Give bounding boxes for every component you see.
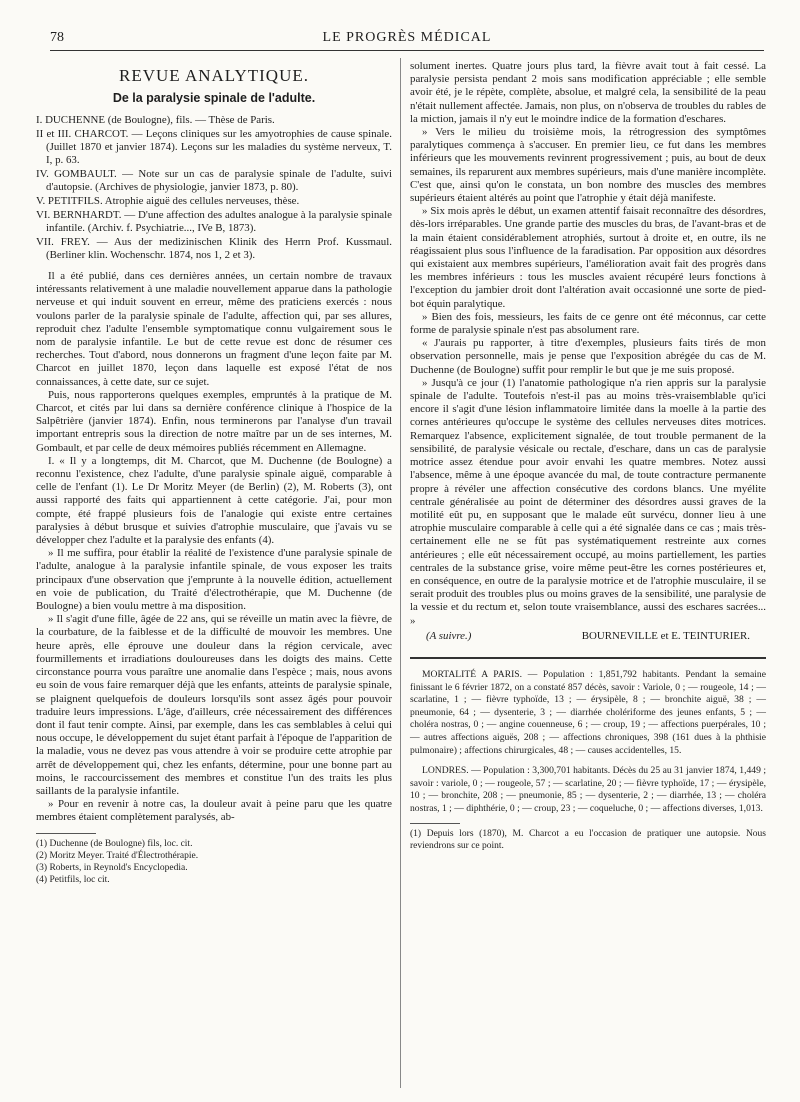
footnote: (4) Petitfils, loc cit.	[36, 874, 110, 885]
paragraph: » Il s'agit d'une fille, âgée de 22 ans, qui se réveille un matin avec la fièvre, de la courbature, de la faiblesse et de la difficulté de mouvoir les membres. Une heure après, elle éprouve une douleur dans la région cervicale, avec fourmillements et irradiations douloureuses dans les doigts des mains. Cette circonstance pourra vous paraître une anomalie dans l'espèce ; mais, nous avons eu soin de vous faire remarquer déjà que les enfants, atteints de paralysie spinale, se plaignent quelquefois de douleurs lorsqu'ils sont assez âgés pour pouvoir traduire leurs impressions. L'âge, d'ailleurs, crée nécessairement des différences dont il faut tenir compte. Ainsi, par exemple, dans les cas semblables à celui qui nous occupe, le développement du sujet étant parfait à l'époque de l'apparition de la maladie, vous ne devez pas vous attendre à voir se produire cette atrophie par arrêt de développement qui, chez les enfants, détermine, pour une bonne part au moins, le raccourcissement des membres et constitue l'un des traits les plus saillants de la paralysie infantile.	[36, 613, 392, 797]
paragraph: Il a été publié, dans ces dernières années, un certain nombre de travaux intéressants relativement à une maladie nouvellement apparue dans la pathologie nerveuse et qui induit souvent en erreur, même des praticiens exercés : nous voulons parler de la paralysie spinale de l'adulte, affection qui, par ses allures, reproduit chez l'adulte l'ensemble symptomatique connu vulgairement sous le nom de paralysie infantile. Le but de cette revue est donc de résumer ces recherches. Tout d'abord, nous donnerons un fragment d'une leçon faite par M. Charcot en juillet 1870, leçon dans laquelle est exposé l'état de nos connaissances, à cette date, sur ce sujet.	[36, 270, 392, 388]
footnotes-left	[36, 838, 392, 886]
article-title: De la paralysie spinale de l'adulte.	[112, 91, 316, 105]
journal-title: LE PROGRÈS MÉDICAL	[322, 30, 492, 45]
reference-item: II et III. CHARCOT. — Leçons cliniques sur les amyotrophies de cause spinale. (Juillet 1870 et janvier 1874). Leçons sur les maladies du système nerveux, T. I, p. 63.	[36, 128, 392, 166]
reference-item: VI. BERNHARDT. — D'une affection des adultes analogue à la paralysie spinale infantile. (Archiv. f. Psychiatrie..., IVe B, 1873).	[36, 209, 392, 234]
paragraph: » Jusqu'à ce jour (1) l'anatomie pathologique n'a rien appris sur la paralysie spinale de l'adulte. Toutefois n'est-il pas au moins très-vraisemblable qu'ici encore il s'agit d'une lésion inflammatoire limitée dans la moelle à la partie des cornes antérieures qu'occupe le système des cellules nerveuses dites motrices. Remarquez l'absence, explicitement signalée, de tout trouble permanent de la sensibilité, de paralysie vésicale ou rectale, d'eschare, dans un cas de paralysie motrice assez étendue pour avoir envahi les quatre membres. Notez aussi l'absence, même à une époque avancée du mal, de toute contracture permanente propre à révéler une affection consécutive des cordons blancs. Une myélite centrale généralisée au point de déterminer des désordres aussi graves de la motilité eût pu, en supposant que le malade eût survécu, donner lieu à une atrophie musculaire comparable à celle qui a été signalée dans ce cas ; mais très-certainement elle ne se fût pas systématiquement restreinte aux cornes antérieures ; elle eût nécessairement occupé, au moins partiellement, les parties centrales de la substance grise, voire même peut-être les cornes postérieures et, en conséquence, en outre de la paralysie motrice et de l'atrophie musculaire, il se serait produit des troubles plus ou moins graves de la sensibilité, une paralysie de la vessie et du rectum et, selon toute vraisemblance, aussi des eschares sacrées... »	[410, 376, 766, 627]
paragraph: » Il me suffira, pour établir la réalité de l'existence d'une paralysie spinale de l'adulte, analogue à la paralysie infantile spinale, de vous exposer les traits principaux d'une observation que j'emprunte à la nouvelle édition, actuellement en voie de publication, du Traité d'électrothérapie, que M. Duchenne (de Boulogne) a bien voulu mettre à ma disposition.	[36, 547, 392, 613]
section-title: REVUE ANALYTIQUE.	[119, 66, 309, 85]
to-be-continued-note: (A suivre.)	[426, 629, 472, 642]
paragraph: solument inertes. Quatre jours plus tard, la fièvre avait tout à fait cessé. La paralysie persista pendant 2 mois sans modification appréciable ; elle semble avoir été, je le répète, complète, absolue, et malgré cela, la sensibilité de la peau n'était nullement affectée. Jamais, non plus, on n'observa de troubles du rables de la miction, jamais il n'y eut le moindre indice de la formation d'eschares.	[410, 60, 766, 125]
mortality-section	[410, 669, 766, 816]
running-head	[50, 30, 764, 50]
mortality-london: LONDRES. — Population : 3,300,701 habitants. Décès du 25 au 31 janvier 1874, 1,449 ; savoir : variole, 0 ; — rougeole, 57 ; — scarlatine, 20 ; — fièvre typhoïde, 17 ; — érysipèle, 10 ; — bronchite, 208 ; — pneumonie, 85 ; — dysenterie, 2 ; — diarrhée, 13 ; — choléra nostras, 1 ; — diphthérie, 0 ; — croup, 23 ; — coqueluche, 0 ; — affections diverses, 1,013.	[410, 765, 766, 814]
paragraph: » Bien des fois, messieurs, les faits de ce genre ont été méconnus, car cette forme de paralysie spinale n'est pas absolument rare.	[410, 310, 766, 337]
page-number: 78	[50, 30, 64, 45]
paragraph: Puis, nous rapporterons quelques exemples, empruntés à la pratique de M. Charcot, et cités par lui dans sa dernière conférence clinique à l'hospice de la Salpêtrière (janvier 1874). Enfin, nous terminerons par l'analyse d'un travail important entrepris sous la direction de notre maître par un de ses internes, M. Gombault, et par celle de deux mémoires publiés récemment en Allemagne.	[36, 388, 392, 454]
right-column	[410, 60, 766, 852]
paragraph: I. « Il y a longtemps, dit M. Charcot, que M. Duchenne (de Boulogne) a reconnu l'existence, chez l'adulte, d'une paralysie spinale aiguë, comparable à celle de l'enfant (1). Le Dr Moritz Meyer (de Berlin) (2), M. Roberts (3), ont aussi rapporté des faits qui appartiennent à cette catégorie. J'ai, pour mon compte, été frappé plusieurs fois de l'analogie qui existe entre certaines paralysies à début brusque et suivies d'atrophie musculaire, que j'avais vu se développer chez l'adulte et la paralysie des enfants (4).	[36, 454, 392, 547]
footnote-right: (1) Depuis lors (1870), M. Charcot a eu l'occasion de pratiquer une autopsie. Nous reviendrons sur ce point.	[410, 829, 766, 852]
paragraph: » Six mois après le début, un examen attentif faisait reconnaître des désordres, dès-lors irréparables. Une grande partie des muscles du bras, de l'avant-bras et de la main étaient considérablement atrophiés, surtout à droite et, en outre, ils ne réagissaient plus sous l'influence de la faradisation. Par opposition aux désordres qui existaient aux membres supérieurs, l'amélioration avait fait des progrès dans les membres inférieurs : tous les muscles avaient récupéré leurs fonctions à l'exception du jambier droit dont l'altération avait occasionné une sorte de pied-bot équin paralytique.	[410, 205, 766, 310]
paragraph: » Pour en revenir à notre cas, la douleur avait à peine paru que les quatre membres étaient complètement paralysés, ab-	[36, 798, 392, 824]
footnote: (1) Duchenne (de Boulogne) fils, loc. cit.	[36, 838, 193, 849]
section-separator	[410, 657, 766, 659]
reference-item: IV. GOMBAULT. — Note sur un cas de paralysie spinale de l'adulte, suivi d'autopsie. (Archives de physiologie, janvier 1873, p. 80).	[36, 168, 392, 193]
footnote-rule	[36, 833, 96, 834]
footnote-rule	[410, 823, 460, 824]
mortality-paris: MORTALITÉ A PARIS. — Population : 1,851,792 habitants. Pendant la semaine finissant le 6 février 1872, on a constaté 857 décès, savoir : Variole, 0 ; — rougeole, 14 ; — scarlatine, 1 ; — fièvre typhoïde, 13 ; — érysipèle, 8 ; — bronchite aiguë, 38 ; — pneumonie, 64 ; — dysenterie, 3 ; — diarrhée cholériforme des jeunes enfants, 5 ; — choléra nostras, 0 ; — angine couenneuse, 6 ; — croup, 19 ; — affections puerpérales, 10 ; — autres affections aiguës, 208 ; — affections chroniques, 398 (161 dues à la phthisie pulmonaire) ; affections chirurgicales, 48 ; — causes accidentelles, 15.	[410, 668, 766, 756]
paragraph: « J'aurais pu rapporter, à titre d'exemples, plusieurs faits tirés de mon observation personnelle, mais je pense que l'exposition abrégée du cas de M. Duchenne (de Boulogne) suffit pour remplir le but que je me suis proposé.	[410, 337, 766, 376]
author-signature: BOURNEVILLE et E. TEINTURIER.	[581, 629, 750, 642]
footnote: (2) Moritz Meyer. Traité d'Électrothérapie.	[36, 850, 199, 861]
reference-item: V. PETITFILS. Atrophie aiguë des cellules nerveuses, thèse.	[36, 195, 300, 207]
reference-item: VII. FREY. — Aus der medizinischen Klinik des Herrn Prof. Kussmaul. (Berliner klin. Wochenschr. 1874, nos 1, 2 et 3).	[36, 236, 392, 261]
column-rule	[400, 58, 401, 1088]
header-rule	[50, 50, 764, 51]
reference-item: I. DUCHENNE (de Boulogne), fils. — Thèse de Paris.	[36, 114, 275, 126]
left-column	[36, 60, 392, 886]
signature-line	[410, 630, 766, 643]
footnote: (3) Roberts, in Reynold's Encyclopedia.	[36, 862, 188, 873]
reference-list	[36, 114, 392, 262]
paragraph: » Vers le milieu du troisième mois, la rétrogression des symptômes paralytiques commença à s'accuser. En premier lieu, ce fut dans les membres inférieurs que les mouvements revinrent progressivement ; puis, au bout de deux semaines, ils reparurent aux membres supérieurs, mais d'une manière incomplète. C'est que, ainsi qu'on le constata, un bon nombre des muscles des membres supérieurs étaient altérés au point que l'atrophie y était déjà manifeste.	[410, 126, 766, 205]
